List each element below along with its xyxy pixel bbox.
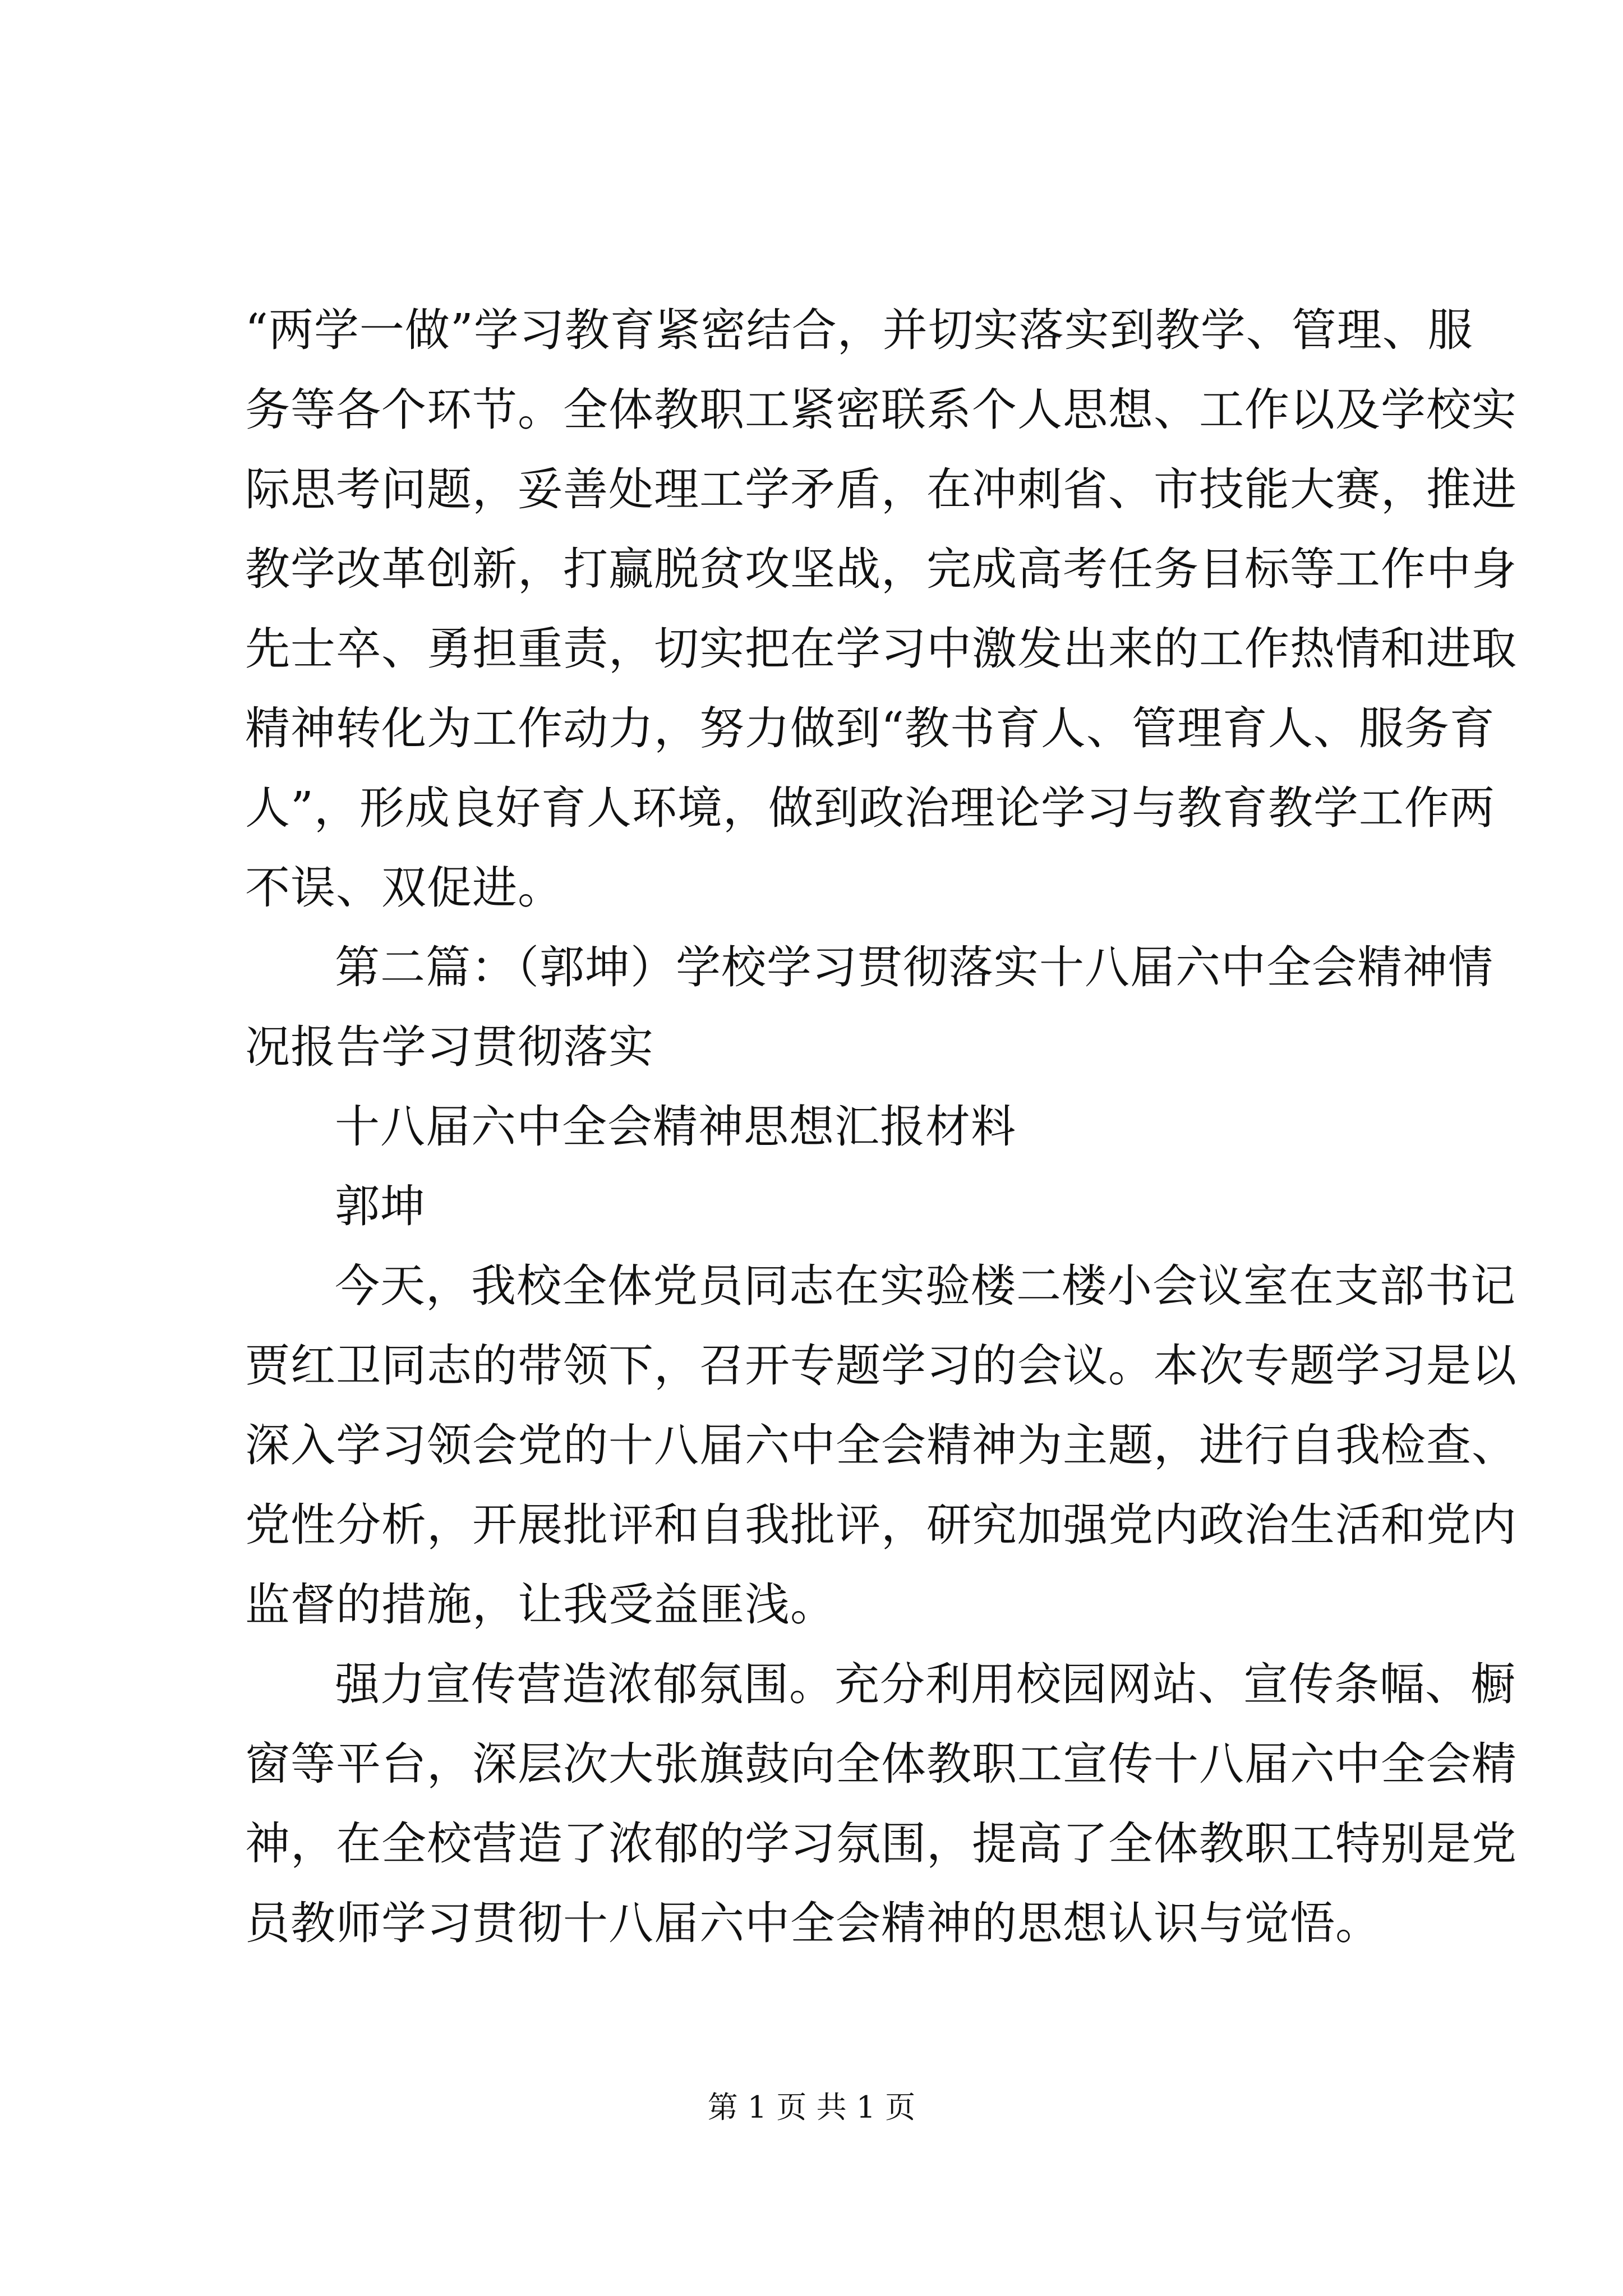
text-line: 教学改革创新，打赢脱贫攻坚战，完成高考任务目标等工作中身 (245, 543, 1517, 595)
text-line: 际思考问题，妥善处理工学矛盾，在冲刺省、市技能大赛，推进 (245, 463, 1517, 516)
text-line: 贾红卫同志的带领下，召开专题学习的会议。本次专题学习是以 (245, 1340, 1517, 1392)
text-line: 精神转化为工作动力，努力做到“教书育人、管理育人、服务育 (245, 702, 1495, 754)
text-line: 深入学习领会党的十八届六中全会精神为主题，进行自我检查、 (245, 1419, 1517, 1471)
text-line: 党性分析，开展批评和自我批评，研究加强党内政治生活和党内 (245, 1499, 1517, 1551)
section-heading-line: 况报告学习贯彻落实 (245, 1021, 654, 1073)
document-body (245, 291, 1517, 1963)
text-line: 先士卒、勇担重责，切实把在学习中激发出来的工作热情和进取 (245, 623, 1517, 675)
text-line: 务等各个环节。全体教职工紧密联系个人思想、工作以及学校实 (245, 384, 1517, 436)
page-number-footer: 第 1 页 共 1 页 (707, 2090, 916, 2125)
text-line: 强力宣传营造浓郁氛围。充分利用校园网站、宣传条幅、橱 (335, 1658, 1516, 1710)
text-line: 窗等平台，深层次大张旗鼓向全体教职工宣传十八届六中全会精 (245, 1738, 1517, 1790)
subtitle-line: 十八届六中全会精神思想汇报材料 (335, 1101, 1016, 1153)
author-line: 郭坤 (335, 1180, 426, 1232)
section-heading-line: 第二篇：（郭坤）学校学习贯彻落实十八届六中全会精神情 (335, 941, 1493, 993)
text-line: 今天，我校全体党员同志在实验楼二楼小会议室在支部书记 (335, 1260, 1516, 1312)
text-line: 不误、双促进。 (245, 862, 563, 914)
text-line: “两学一做”学习教育紧密结合，并切实落实到教学、管理、服 (245, 304, 1473, 356)
text-line: 员教师学习贯彻十八届六中全会精神的思想认识与觉悟。 (245, 1897, 1381, 1949)
text-line: 神，在全校营造了浓郁的学习氛围，提高了全体教职工特别是党 (245, 1818, 1517, 1870)
text-line: 监督的措施，让我受益匪浅。 (245, 1579, 836, 1631)
text-line: 人”，形成良好育人环境，做到政治理论学习与教育教学工作两 (245, 782, 1495, 834)
